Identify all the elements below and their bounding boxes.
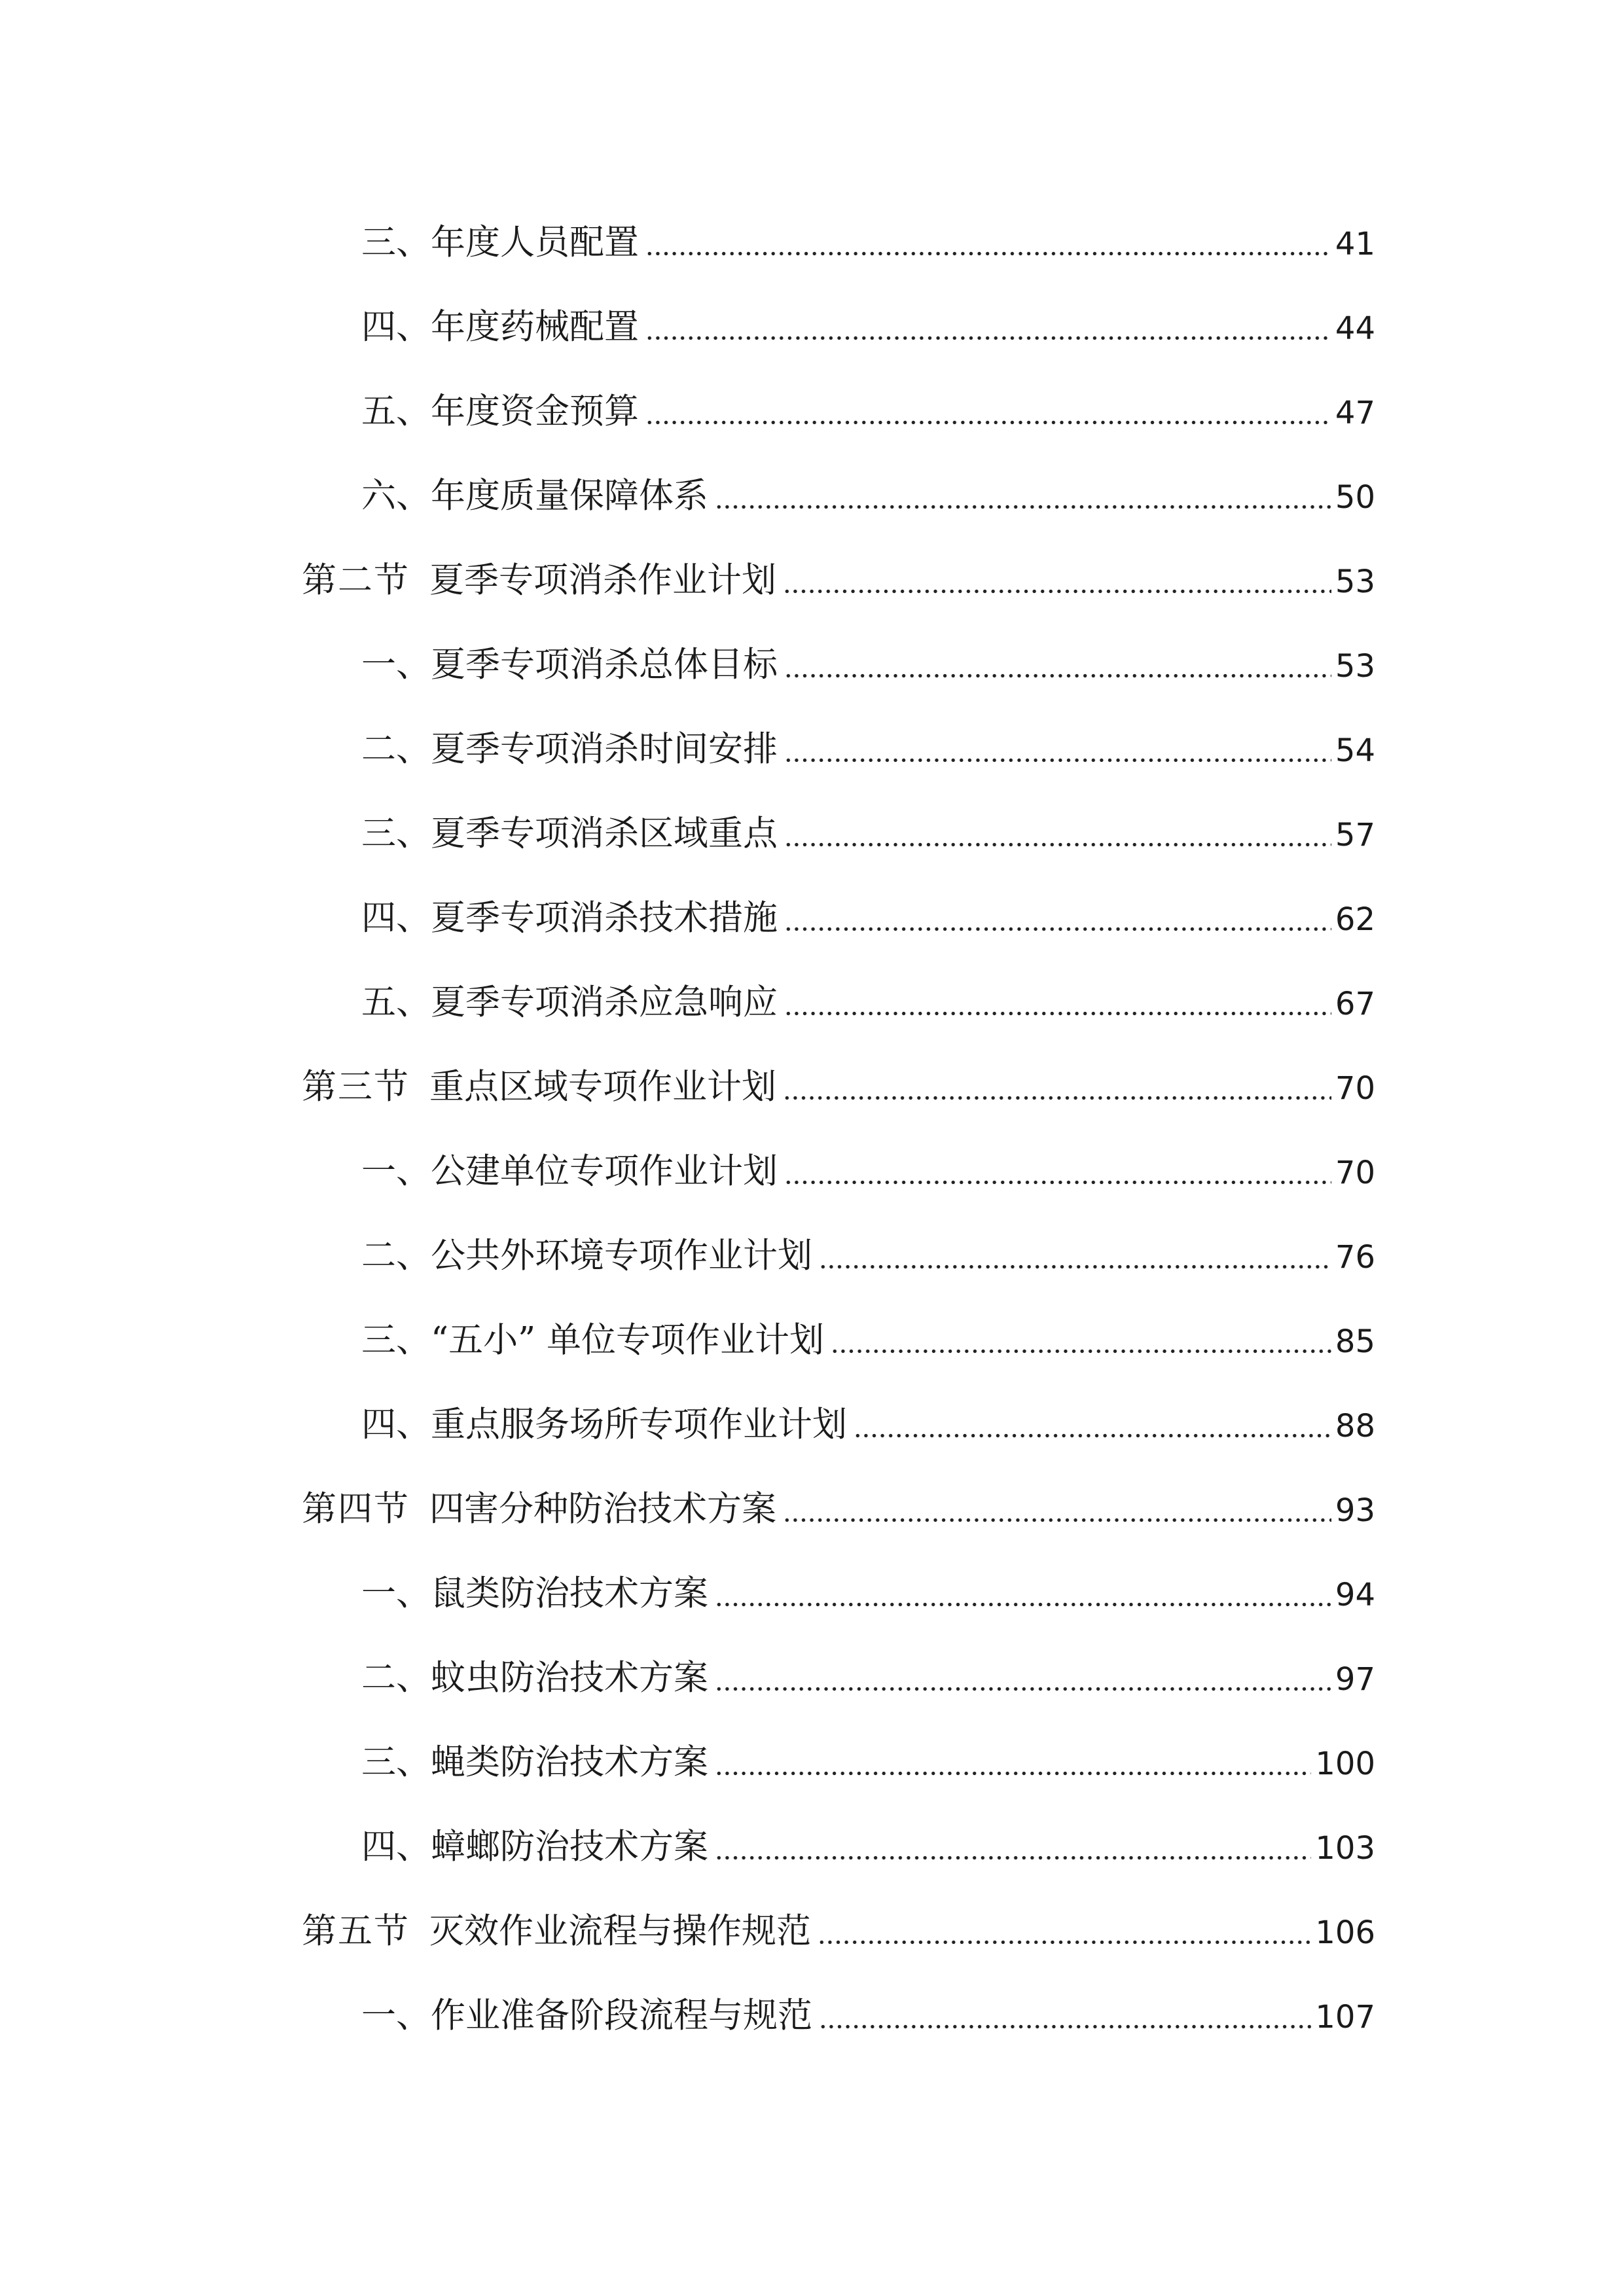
dot-leader — [715, 1856, 1311, 1860]
toc-entry[interactable] — [361, 466, 1375, 518]
toc-entry[interactable] — [361, 719, 1375, 772]
toc-entry-title: 一、夏季专项消杀总体目标 — [361, 645, 778, 685]
toc-entry[interactable] — [361, 888, 1375, 941]
toc-entry[interactable] — [361, 1564, 1375, 1616]
toc-page-number: 62 — [1335, 901, 1375, 938]
section-number: 第五节 — [302, 1911, 410, 1951]
toc-entry[interactable] — [361, 1817, 1375, 1869]
toc-entry[interactable] — [361, 1310, 1375, 1363]
dot-leader — [783, 1096, 1331, 1100]
section-number: 第三节 — [302, 1067, 410, 1107]
toc-entry-title: 一、作业准备阶段流程与规范 — [361, 1996, 812, 2036]
toc-page-number: 107 — [1315, 1999, 1375, 2036]
toc-entry-title: 三、“五小” 单位专项作业计划 — [361, 1320, 825, 1360]
toc-entry-title: 四、夏季专项消杀技术措施 — [361, 898, 778, 938]
toc-entry-title: 四、重点服务场所专项作业计划 — [361, 1405, 847, 1444]
dot-leader — [645, 420, 1331, 425]
toc-page-number: 47 — [1335, 395, 1375, 431]
toc-page-number: 57 — [1335, 817, 1375, 853]
dot-leader — [645, 251, 1331, 256]
dot-leader — [854, 1433, 1331, 1438]
dot-leader — [784, 1180, 1331, 1185]
section-number: 第二节 — [302, 560, 410, 600]
toc-entry-title: 三、年度人员配置 — [361, 223, 639, 262]
toc-entry[interactable] — [361, 297, 1375, 350]
dot-leader — [783, 589, 1331, 594]
toc-entry-title: 四、年度药械配置 — [361, 307, 639, 347]
toc-entry[interactable] — [361, 1648, 1375, 1700]
toc-section-title — [302, 1911, 811, 1954]
toc-page-number: 70 — [1335, 1070, 1375, 1107]
dot-leader — [819, 1265, 1331, 1269]
toc-page-number: 97 — [1335, 1661, 1375, 1698]
toc-page-number: 103 — [1315, 1830, 1375, 1867]
dot-leader — [819, 2024, 1311, 2029]
toc-section-entry[interactable] — [302, 1901, 1375, 1954]
toc-page-number: 88 — [1335, 1408, 1375, 1444]
dot-leader — [784, 673, 1331, 678]
toc-page-number: 44 — [1335, 310, 1375, 347]
dot-leader — [784, 758, 1331, 762]
toc-entry-title: 二、公共外环境专项作业计划 — [361, 1236, 812, 1276]
toc-section-entry[interactable] — [302, 1479, 1375, 1532]
toc-page-number: 85 — [1335, 1323, 1375, 1360]
section-label: 灭效作业流程与操作规范 — [429, 1911, 811, 1951]
toc-entry[interactable] — [361, 382, 1375, 434]
toc-entry-title: 六、年度质量保障体系 — [361, 476, 708, 516]
toc-entry[interactable] — [361, 1141, 1375, 1194]
dot-leader — [783, 1518, 1331, 1522]
toc-entry[interactable] — [361, 1226, 1375, 1278]
section-label: 夏季专项消杀作业计划 — [429, 560, 776, 600]
toc-entry-title: 三、蝇类防治技术方案 — [361, 1742, 708, 1782]
toc-entry-title: 二、蚊虫防治技术方案 — [361, 1658, 708, 1698]
toc-entry-title: 一、公建单位专项作业计划 — [361, 1151, 778, 1191]
section-label: 重点区域专项作业计划 — [429, 1067, 776, 1107]
toc-section-entry[interactable] — [302, 1057, 1375, 1109]
toc-page-number: 54 — [1335, 732, 1375, 769]
toc-page-number: 94 — [1335, 1577, 1375, 1613]
toc-entry[interactable] — [361, 213, 1375, 265]
toc-entry[interactable] — [361, 973, 1375, 1025]
toc-page-number: 67 — [1335, 986, 1375, 1022]
toc-page-number: 50 — [1335, 479, 1375, 516]
toc-page-number: 106 — [1315, 1914, 1375, 1951]
toc-entry-title: 二、夏季专项消杀时间安排 — [361, 729, 778, 769]
dot-leader — [715, 1602, 1331, 1607]
dot-leader — [831, 1349, 1331, 1354]
toc-entry[interactable] — [361, 635, 1375, 687]
dot-leader — [715, 505, 1331, 509]
toc-entry-title: 五、年度资金预算 — [361, 391, 639, 431]
toc-entry-title: 五、夏季专项消杀应急响应 — [361, 982, 778, 1022]
toc-entry[interactable] — [361, 1986, 1375, 2038]
dot-leader — [645, 336, 1331, 340]
dot-leader — [784, 927, 1331, 931]
dot-leader — [784, 842, 1331, 847]
section-number: 第四节 — [302, 1489, 410, 1529]
dot-leader — [715, 1687, 1331, 1691]
toc-section-entry[interactable] — [302, 550, 1375, 603]
dot-leader — [715, 1771, 1311, 1776]
toc-entry-title: 一、鼠类防治技术方案 — [361, 1573, 708, 1613]
dot-leader — [818, 1940, 1311, 1945]
toc-entry-title: 四、蟑螂防治技术方案 — [361, 1827, 708, 1867]
toc-page-number: 41 — [1335, 226, 1375, 262]
toc-section-title — [302, 560, 776, 603]
toc-page-number: 70 — [1335, 1155, 1375, 1191]
toc-page-number: 76 — [1335, 1239, 1375, 1276]
toc-section-title — [302, 1489, 776, 1532]
toc-section-title — [302, 1069, 776, 1109]
toc-page-number: 93 — [1335, 1492, 1375, 1529]
section-label: 四害分种防治技术方案 — [429, 1489, 776, 1529]
toc-page-number: 53 — [1335, 564, 1375, 600]
dot-leader — [784, 1011, 1331, 1016]
toc-entry[interactable] — [361, 1732, 1375, 1785]
toc-page-number: 53 — [1335, 648, 1375, 685]
toc-page-number: 100 — [1315, 1746, 1375, 1782]
toc-entry[interactable] — [361, 804, 1375, 856]
toc-entry[interactable] — [361, 1395, 1375, 1447]
toc-entry-title: 三、夏季专项消杀区域重点 — [361, 814, 778, 853]
